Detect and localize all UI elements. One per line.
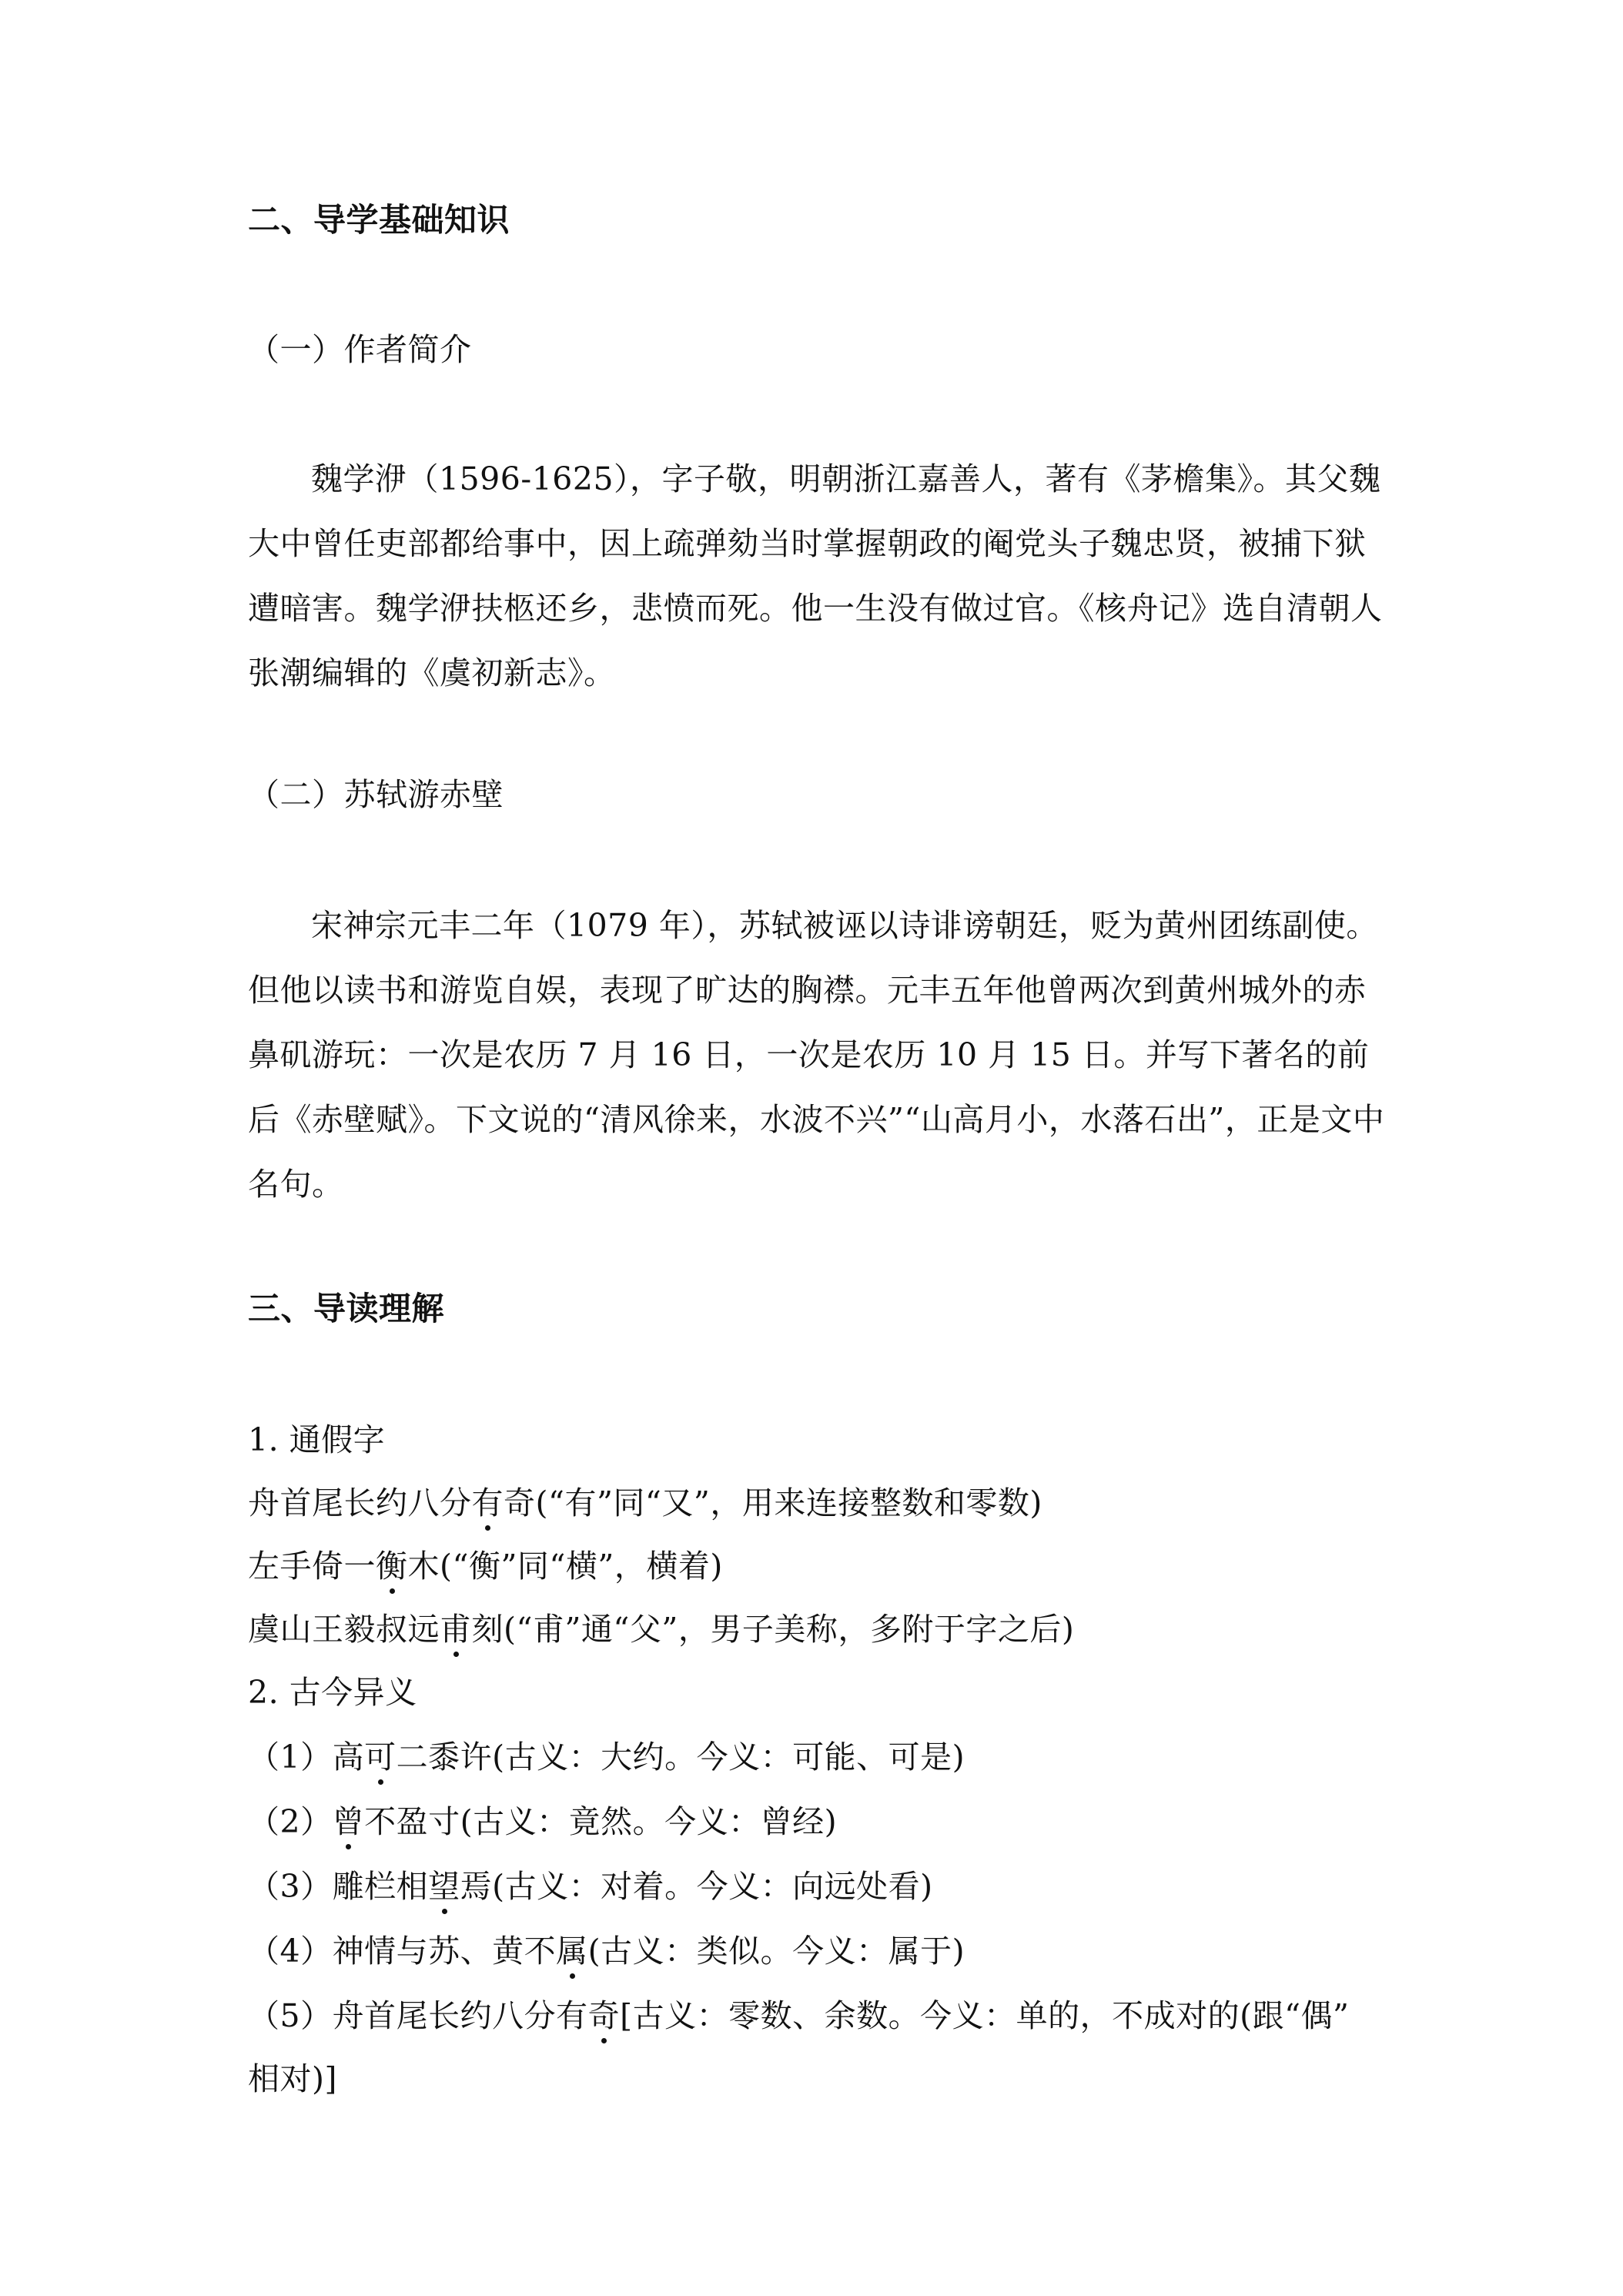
emphasized-char: 曾	[332, 1803, 365, 1840]
tongjia-item: 左手倚一衡木(“衡”同“横”，横着)	[248, 1548, 723, 1585]
gujin-item: （5）舟首尾长约八分有奇[古义：零数、余数。今义：单的，不成对的(跟“偶”	[248, 1997, 1350, 2034]
tongjia-item: 虞山王毅叔远甫刻(“甫”通“父”，男子美称，多附于字之后)	[248, 1611, 1075, 1648]
paragraph-sushi-chibi	[248, 893, 1387, 1217]
emphasized-char: 属	[556, 1933, 588, 1970]
emphasized-char: 有	[471, 1484, 504, 1521]
gujin-item: （2）曾不盈寸(古义：竟然。今义：曾经)	[248, 1803, 838, 1840]
emphasized-char: 衡	[376, 1548, 408, 1585]
section-heading-basics: 二、导学基础知识	[248, 201, 510, 239]
author-intro-text: 魏学洢（1596-1625），字子敬，明朝浙江嘉善人，著有《茅檐集》。其父魏大中曾任吏部都给事中，因上疏弹劾当时掌握朝政的阉党头子魏忠贤，被捕下狱遭暗害。魏学洢扶柩还乡，悲愤而死。他一生没有做过官。《核舟记》选自清朝人张潮编辑的《虞初新志》。	[248, 460, 1383, 691]
section-heading-reading: 三、导读理解	[248, 1290, 445, 1327]
tongjia-title: 1. 通假字	[248, 1421, 386, 1458]
emphasized-char: 可	[364, 1739, 397, 1776]
tongjia-item: 舟首尾长约八分有奇(“有”同“又”，用来连接整数和零数)	[248, 1484, 1042, 1521]
subheading-sushi-chibi: （二）苏轼游赤壁	[248, 776, 504, 813]
emphasized-char: 望	[428, 1868, 460, 1905]
gujin-item: （3）雕栏相望焉(古义：对着。今义：向远处看)	[248, 1868, 933, 1905]
gujin-item: （1）高可二黍许(古义：大约。今义：可能、可是)	[248, 1739, 965, 1776]
emphasized-char: 甫	[440, 1611, 472, 1648]
emphasized-char: 奇	[587, 1997, 621, 2034]
gujin-title: 2. 古今异义	[248, 1674, 417, 1711]
paragraph-author-intro	[248, 447, 1387, 705]
gujin-item: （4）神情与苏、黄不属(古义：类似。今义：属于)	[248, 1933, 965, 1970]
sushi-chibi-text: 宋神宗元丰二年（1079 年），苏轼被诬以诗诽谤朝廷，贬为黄州团练副使。但他以读书和游览自娱，表现了旷达的胸襟。元丰五年他曾两次到黄州城外的赤鼻矶游玩：一次是农历 7 月 16 日，一次是农历 10 月 15 日。并写下著名的前后《赤壁赋》。下文说的“清风徐来，水波不兴”“山高月小，水落石出”，正是文中名句。	[248, 907, 1385, 1203]
gujin-item-continuation: 相对)]	[248, 2060, 337, 2097]
subheading-author-intro: （一）作者简介	[248, 331, 472, 368]
